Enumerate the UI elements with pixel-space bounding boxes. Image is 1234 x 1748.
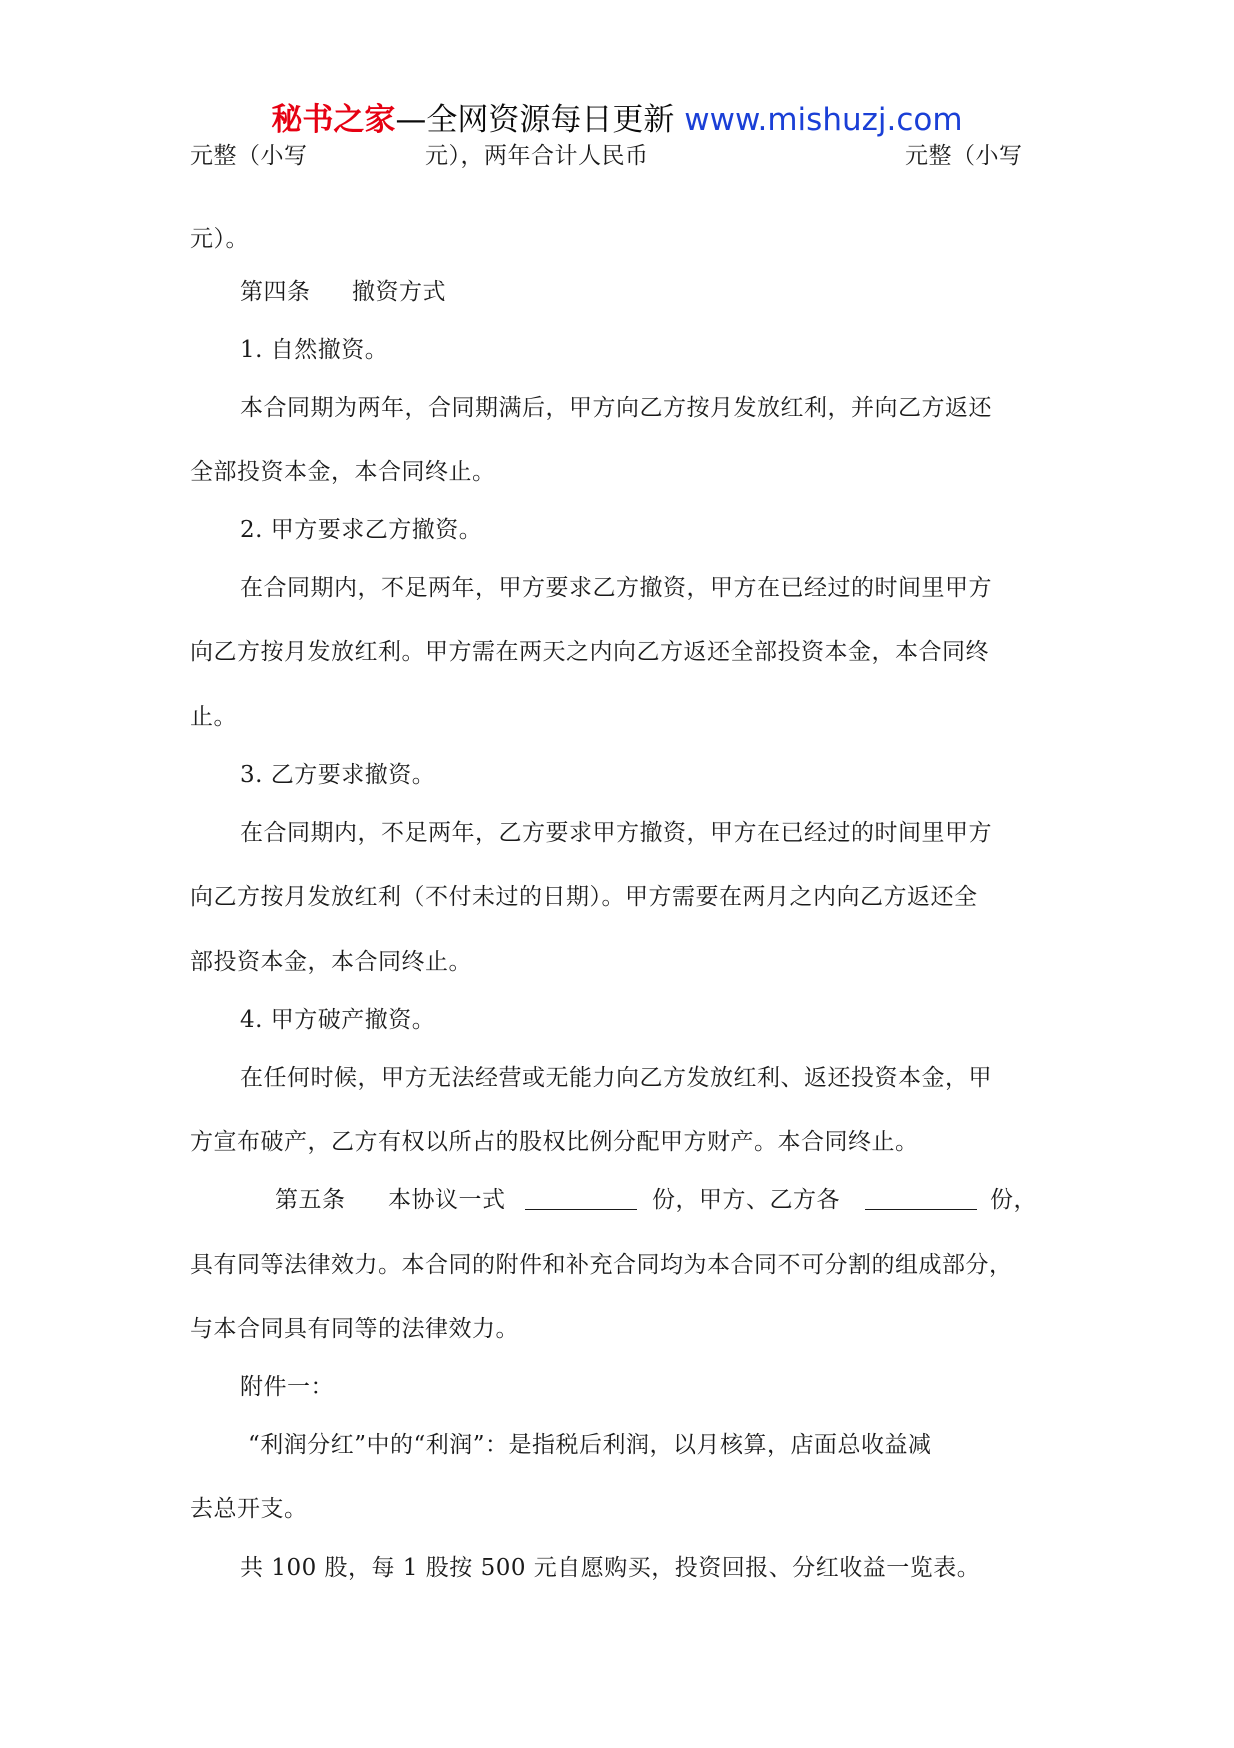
paragraph-line: 部投资本金，本合同终止。 bbox=[190, 949, 472, 975]
paragraph-line: “利润分红”中的“利润”：是指税后利润，以月核算，店面总收益减 bbox=[248, 1432, 932, 1458]
item-heading: 2. 甲方要求乙方撤资。 bbox=[240, 517, 483, 543]
amount-text-a: 元整（小写 bbox=[190, 143, 308, 169]
paragraph-line: 在合同期内，不足两年，乙方要求甲方撤资，甲方在已经过的时间里甲方 bbox=[240, 820, 992, 846]
paragraph-line: 全部投资本金，本合同终止。 bbox=[190, 459, 496, 485]
site-url[interactable]: www.mishuzj.com bbox=[684, 102, 963, 138]
paragraph-line: 向乙方按月发放红利。甲方需在两天之内向乙方返还全部投资本金，本合同终 bbox=[190, 639, 989, 665]
article-five-text-c: 份， bbox=[990, 1187, 1037, 1213]
paragraph-line: 止。 bbox=[190, 704, 237, 730]
item-heading: 4. 甲方破产撤资。 bbox=[240, 1007, 436, 1033]
article-four-number: 第四条 bbox=[240, 279, 311, 305]
paragraph-line: 共 100 股，每 1 股按 500 元自愿购买，投资回报、分红收益一览表。 bbox=[240, 1555, 981, 1581]
paragraph-line: 方宣布破产，乙方有权以所占的股权比例分配甲方财产。本合同终止。 bbox=[190, 1129, 919, 1155]
amount-text-b: 元），两年合计人民币 bbox=[425, 143, 649, 169]
article-four-title: 撤资方式 bbox=[352, 279, 446, 305]
article-five-text-b: 份，甲方、乙方各 bbox=[652, 1187, 840, 1213]
paragraph-line: 具有同等法律效力。本合同的附件和补充合同均为本合同不可分割的组成部分， bbox=[190, 1252, 1013, 1278]
paragraph-line: 向乙方按月发放红利（不付未过的日期）。甲方需要在两月之内向乙方返还全 bbox=[190, 884, 978, 910]
copies-total-blank[interactable] bbox=[525, 1189, 637, 1210]
item-heading: 1. 自然撤资。 bbox=[240, 337, 389, 363]
header-tagline: —全网资源每日更新 bbox=[395, 102, 675, 138]
paragraph-line: 去总开支。 bbox=[190, 1496, 308, 1522]
paragraph-line: 在合同期内，不足两年，甲方要求乙方撤资，甲方在已经过的时间里甲方 bbox=[240, 575, 992, 601]
item-heading: 3. 乙方要求撤资。 bbox=[240, 762, 436, 788]
page-header bbox=[0, 100, 1234, 140]
paragraph-line: 元）。 bbox=[190, 226, 249, 252]
amount-text-c: 元整（小写 bbox=[905, 143, 1023, 169]
paragraph-line: 在任何时候，甲方无法经营或无能力向乙方发放红利、返还投资本金，甲 bbox=[240, 1065, 992, 1091]
appendix-heading: 附件一： bbox=[240, 1374, 334, 1400]
brand-name: 秘书之家 bbox=[271, 102, 396, 138]
paragraph-line: 与本合同具有同等的法律效力。 bbox=[190, 1316, 519, 1342]
article-five-text-a: 本协议一式 bbox=[388, 1187, 506, 1213]
article-five-number: 第五条 bbox=[275, 1187, 346, 1213]
paragraph-line: 本合同期为两年，合同期满后，甲方向乙方按月发放红利，并向乙方返还 bbox=[240, 395, 992, 421]
copies-each-blank[interactable] bbox=[865, 1189, 977, 1210]
